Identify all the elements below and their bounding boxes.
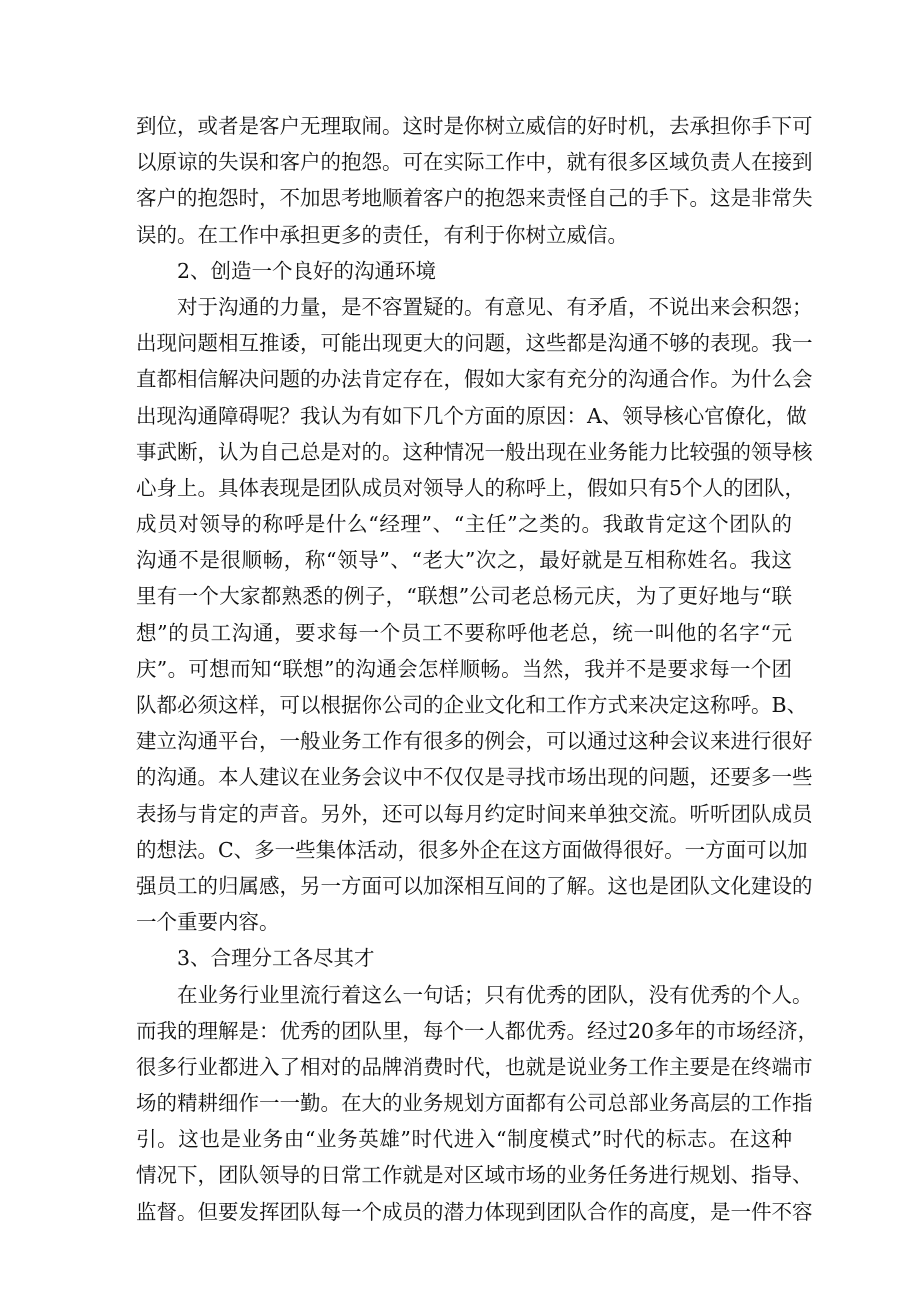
text-line: 监督。但要发挥团队每一个成员的潜力体现到团队合作的高度，是一件不容 — [136, 1199, 813, 1224]
text-line: 表扬与肯定的声音。另外，还可以每月约定时间来单独交流。听听团队成员 — [136, 801, 813, 826]
text-line: 庆”。可想而知“联想”的沟通会怎样顺畅。当然，我并不是要求每一个团 — [136, 656, 792, 681]
text-line: 里有一个大家都熟悉的例子，“联想”公司老总杨元庆，为了更好地与“联 — [136, 584, 792, 609]
section-heading-3: 3、合理分工各尽其才 — [177, 946, 375, 971]
text-line: 很多行业都进入了相对的品牌消费时代，也就是说业务工作主要是在终端市 — [136, 1054, 813, 1079]
text-line: 情况下，团队领导的日常工作就是对区域市场的业务任务进行规划、指导、 — [136, 1163, 813, 1188]
text-line: 一个重要内容。 — [136, 910, 280, 935]
text-line: 直都相信解决问题的办法肯定存在，假如大家有充分的沟通合作。为什么会 — [136, 367, 813, 392]
text-line: 场的精耕细作一一勤。在大的业务规划方面都有公司总部业务高层的工作指 — [136, 1091, 813, 1116]
text-line: 客户的抱怨时，不加思考地顺着客户的抱怨来责怪自己的手下。这是非常失 — [136, 186, 813, 211]
text-line: 成员对领导的称呼是什么“经理”、“主任”之类的。我敢肯定这个团队的 — [136, 512, 792, 537]
text-line: 的沟通。本人建议在业务会议中不仅仅是寻找市场出现的问题，还要多一些 — [136, 765, 813, 790]
text-line: 而我的理解是：优秀的团队里，每个一人都优秀。经过20多年的市场经济， — [136, 1018, 819, 1043]
text-line: 事武断，认为自己总是对的。这种情况一般出现在业务能力比较强的领导核 — [136, 439, 813, 464]
text-line: 在业务行业里流行着这么一句话；只有优秀的团队，没有优秀的个人。 — [177, 982, 813, 1007]
text-line: 强员工的归属感，另一方面可以加深相互间的了解。这也是团队文化建设的 — [136, 873, 813, 898]
text-line: 以原谅的失误和客户的抱怨。可在实际工作中，就有很多区域负责人在接到 — [136, 150, 813, 175]
text-line: 到位，或者是客户无理取闹。这时是你树立威信的好时机，去承担你手下可 — [136, 114, 813, 138]
text-line: 想”的员工沟通，要求每一个员工不要称呼他老总，统一叫他的名字“元 — [136, 620, 792, 645]
text-line: 沟通不是很顺畅，称“领导”、“老大”次之，最好就是互相称姓名。我这 — [136, 548, 792, 573]
section-heading-2: 2、创造一个良好的沟通环境 — [177, 258, 437, 283]
text-line: 建立沟通平台，一般业务工作有很多的例会，可以通过这种会议来进行很好 — [136, 729, 813, 754]
text-line: 误的。在工作中承担更多的责任，有利于你树立威信。 — [136, 222, 628, 247]
text-line: 心身上。具体表现是团队成员对领导人的称呼上，假如只有5个人的团队， — [136, 475, 806, 500]
text-line: 出现问题相互推诿，可能出现更大的问题，这些都是沟通不够的表现。我一 — [136, 331, 813, 356]
text-line: 引。这也是业务由“业务英雄”时代进入“制度模式”时代的标志。在这种 — [136, 1127, 792, 1152]
text-line: 对于沟通的力量，是不容置疑的。有意见、有矛盾，不说出来会积怨； — [177, 294, 813, 319]
body-text — [136, 108, 819, 1230]
text-line: 的想法。C、多一些集体活动，很多外企在这方面做得很好。一方面可以加 — [136, 837, 808, 862]
text-line: 队都必须这样，可以根据你公司的企业文化和工作方式来决定这称呼。B、 — [136, 693, 808, 717]
text-line: 出现沟通障碍呢？我认为有如下几个方面的原因：A、领导核心官僚化，做 — [136, 403, 807, 428]
